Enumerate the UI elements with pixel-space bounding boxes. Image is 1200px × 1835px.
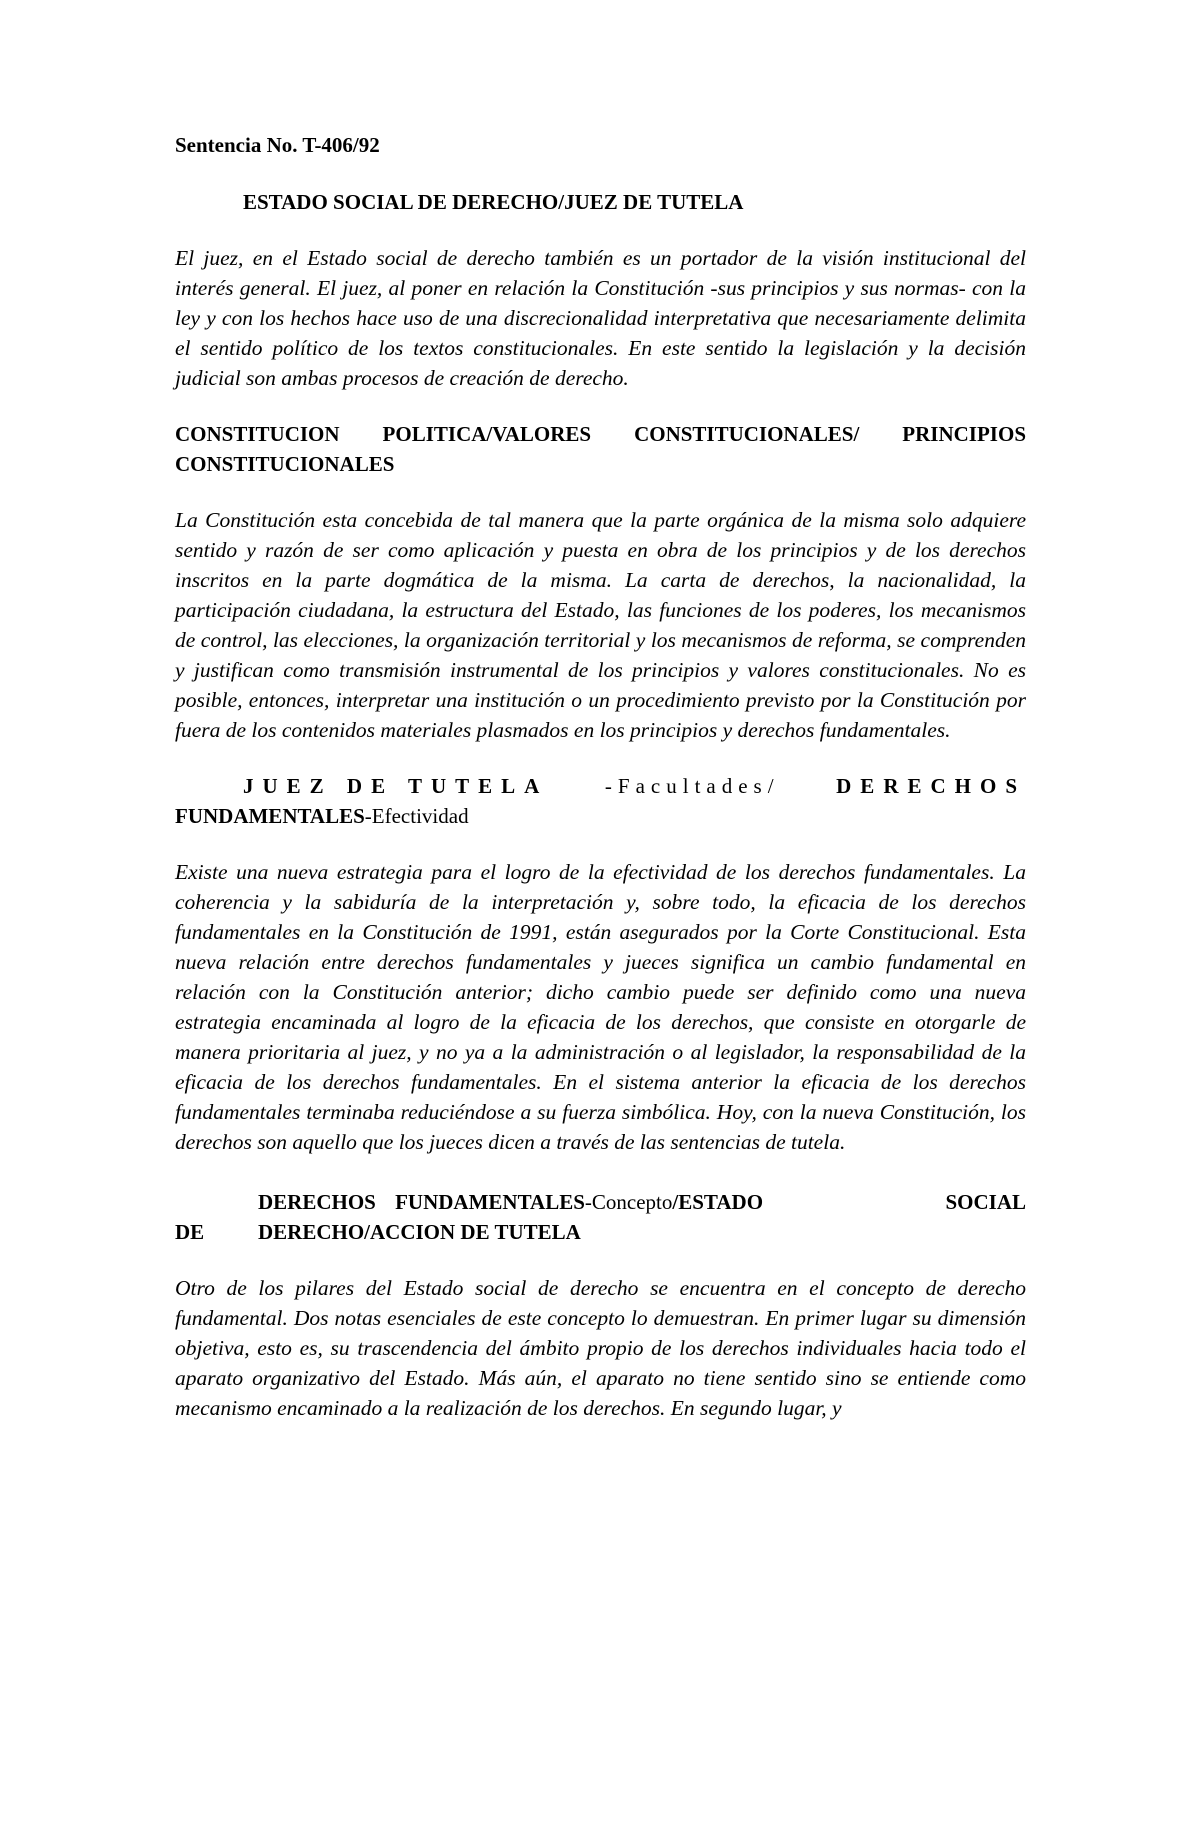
heading-4-left: DE: [175, 1220, 205, 1244]
heading-4-part-c-last: SOCIAL: [945, 1190, 1026, 1214]
heading-3-part-c: DERECHOS: [836, 774, 1026, 798]
section-heading-2: CONSTITUCION POLITICA/VALORES CONSTITUCIONALES/ PRINCIPIOS CONSTITUCIONALES: [175, 422, 1026, 476]
heading-4-part-a: DERECHOS FUNDAMENTALES: [258, 1190, 585, 1214]
heading-4-part-b: -Concepto: [584, 1190, 673, 1214]
section-body-4: Otro de los pilares del Estado social de derecho se encuentra en el concepto de derecho fundamental. Dos notas esenciales de este concepto lo demuestran. En primer lugar su dimensión objetiva, esto es, su trascendencia del ámbito propio de los derechos individuales hacia todo el aparato organizativo del Estado. Más aún, el aparato no tiene sentido sino se entiende como mecanismo encaminado a la realización de los derechos. En segundo lugar, y: [175, 1276, 1026, 1420]
heading-4-part-c-first: /ESTADO: [672, 1190, 764, 1214]
heading-3-part-d: FUNDAMENTALES: [175, 804, 365, 828]
section-body-2: La Constitución esta concebida de tal manera que la parte orgánica de la misma solo adquiere sentido y razón de ser como aplicación y puesta en obra de los principios y de los derechos inscritos en la parte dogmática de la misma. La carta de derechos, la nacionalidad, la participación ciudadana, la estructura del Estado, las funciones de los poderes, los mecanismos de control, las elecciones, la organización territorial y los mecanismos de reforma, se comprenden y justifican como transmisión instrumental de los principios y valores constitucionales. No es posible, entonces, interpretar una institución o un procedimiento previsto por la Constitución por fuera de los contenidos materiales plasmados en los principios y derechos fundamentales.: [175, 508, 1026, 742]
section-heading-4: [175, 1187, 1026, 1247]
document-page: [175, 130, 1026, 1423]
section-body-3: Existe una nueva estrategia para el logro de la efectividad de los derechos fundamentales. La coherencia y la sabiduría de la interpretación y, sobre todo, la eficacia de los derechos fundamentales en la Constitución de 1991, están asegurados por la Corte Constitucional. Esta nueva relación entre derechos fundamentales y jueces significa un cambio fundamental en relación con la Constitución anterior; dicho cambio puede ser definido como una nueva estrategia encaminada al logro de la eficacia de los derechos, que consiste en otorgarle de manera prioritaria al juez, y no ya a la administración o al legislador, la responsabilidad de la eficacia de los derechos fundamentales. En el sistema anterior la eficacia de los derechos fundamentales terminaba reduciéndose a su fuerza simbólica. Hoy, con la nueva Constitución, los derechos son aquello que los jueces dicen a través de las sentencias de tutela.: [175, 860, 1026, 1154]
section-heading-3: [175, 771, 1026, 831]
section-heading-1: ESTADO SOCIAL DE DERECHO/JUEZ DE TUTELA: [243, 190, 744, 214]
heading-3-part-e: -Efectividad: [364, 804, 469, 828]
section-body-1: El juez, en el Estado social de derecho también es un portador de la visión institucional del interés general. El juez, al poner en relación la Constitución -sus principios y sus normas- con la ley y con los hechos hace uso de una discrecionalidad interpretativa que necesariamente delimita el sentido político de los textos constitucionales. En este sentido la legislación y la decisión judicial son ambas procesos de creación de derecho.: [175, 246, 1026, 390]
heading-3-part-a: JUEZ DE TUTELA: [243, 774, 549, 798]
heading-4-line2: DERECHO/ACCION DE TUTELA: [258, 1220, 581, 1244]
document-title: Sentencia No. T-406/92: [175, 133, 380, 157]
heading-3-part-b: -Facultades/: [604, 774, 780, 798]
